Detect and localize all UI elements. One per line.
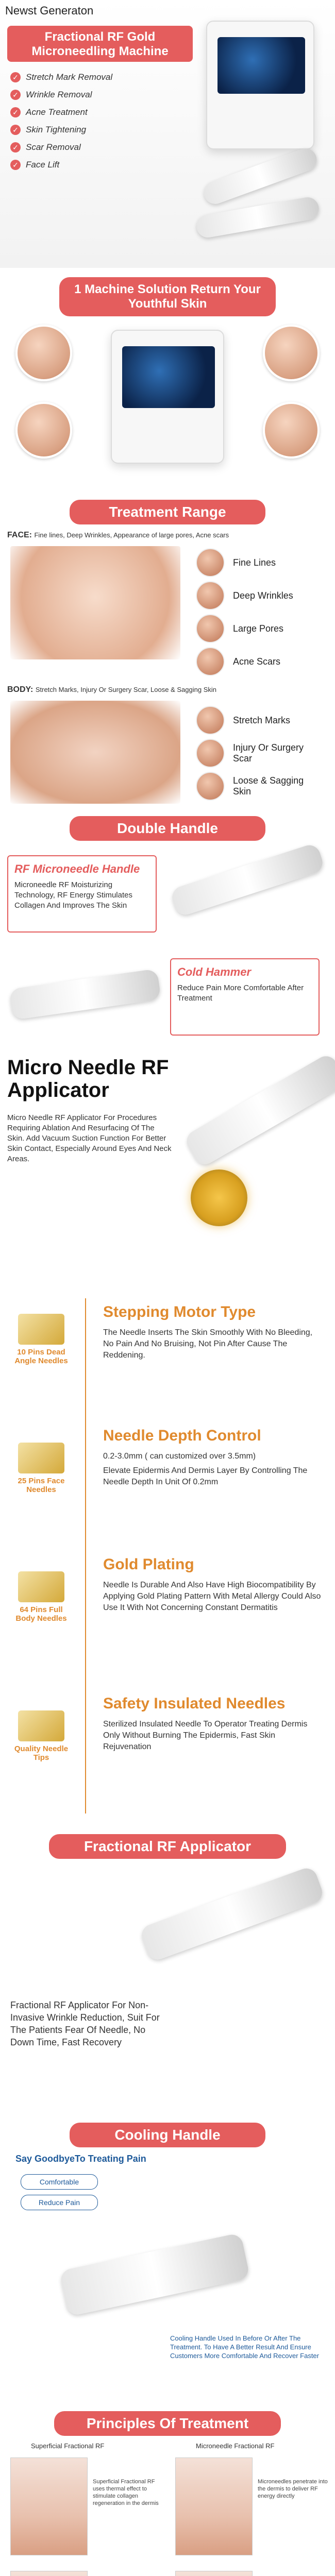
treatment-range-section bbox=[0, 495, 335, 809]
check-icon: ✓ bbox=[10, 160, 21, 170]
range-item bbox=[196, 706, 290, 735]
principles-banner: Principles Of Treatment bbox=[54, 2411, 281, 2436]
cold-hammer-image bbox=[9, 969, 161, 1020]
feature-content bbox=[103, 1303, 325, 1364]
applicator-section bbox=[0, 1829, 335, 2117]
rf-handle-title: RF Microneedle Handle bbox=[14, 862, 140, 875]
feature-caption: 10 Pins Dead Angle Needles bbox=[14, 1348, 68, 1365]
skin-layer-diagram bbox=[10, 2571, 88, 2576]
needle-25pin-image bbox=[18, 1443, 64, 1473]
skin-layer-diagram bbox=[175, 2458, 253, 2555]
hero-feature-list bbox=[10, 72, 112, 177]
cooling-handle-image bbox=[59, 2233, 250, 2317]
skin-layer-diagram bbox=[175, 2571, 253, 2576]
feature-bullet: The Needle Inserts The Skin Smoothly With No Bleeding, No Pain And No Bruising, Not Pin After Cause The Reddening. bbox=[103, 1328, 313, 1360]
range-item bbox=[196, 739, 310, 768]
feature-media bbox=[10, 1571, 72, 1623]
range-item-label: Loose & Sagging Skin bbox=[233, 775, 304, 796]
feature-bullet: Sterilized Insulated Needle To Operator Treating Dermis Only Without Burning The Epidermis, Fast Skin Rejuvenation bbox=[103, 1720, 308, 1751]
range-item-label: Stretch Marks bbox=[233, 715, 291, 725]
feature-label: Skin Tightening bbox=[26, 125, 87, 134]
rf-handle-image bbox=[170, 842, 326, 918]
feature-block-depth bbox=[0, 1422, 335, 1546]
applicator-banner: Fractional RF Applicator bbox=[49, 1834, 286, 1859]
solution-banner: 1 Machine Solution Return Your Youthful Skin bbox=[59, 277, 276, 316]
feature-bullet: Elevate Epidermis And Dermis Layer By Controlling The Needle Depth In Unit Of 0.2mm bbox=[103, 1466, 308, 1486]
principle-note: Microneedles penetrate into the dermis to deliver RF energy directly bbox=[258, 2479, 328, 2499]
features-section bbox=[0, 1288, 335, 1829]
feature-label: Acne Treatment bbox=[26, 107, 88, 117]
feature-label: Wrinkle Removal bbox=[26, 90, 92, 99]
cold-hammer-text: Reduce Pain More Comfortable After Treatment bbox=[177, 984, 304, 1003]
feature-block-safety bbox=[0, 1690, 335, 1824]
feature-content bbox=[103, 1695, 325, 1756]
range-item-label: Acne Scars bbox=[233, 656, 281, 667]
range-item bbox=[196, 647, 280, 676]
feature-title: Gold Plating bbox=[103, 1556, 194, 1573]
reduce-pain-chip: Reduce Pain bbox=[21, 2195, 98, 2210]
feature-title: Needle Depth Control bbox=[103, 1427, 261, 1444]
skin-thumb bbox=[196, 614, 225, 643]
micro-needle-handle-image bbox=[183, 1052, 335, 1168]
feature-caption: 25 Pins Face Needles bbox=[18, 1477, 65, 1494]
feature-block-motor bbox=[0, 1293, 335, 1417]
range-item bbox=[196, 614, 283, 643]
double-handle-section bbox=[0, 809, 335, 1051]
body-image bbox=[10, 701, 180, 804]
comfortable-chip: Comfortable bbox=[21, 2174, 98, 2190]
feature-title: Safety Insulated Needles bbox=[103, 1695, 286, 1712]
skin-thumb bbox=[196, 739, 225, 768]
double-handle-banner: Double Handle bbox=[70, 816, 265, 841]
left-column-head: Superficial Fractional RF bbox=[31, 2442, 105, 2450]
feature-title: Stepping Motor Type bbox=[103, 1303, 256, 1320]
principle-note: Superficial Fractional RF uses thermal effect to stimulate collagen regeneration in the dermis bbox=[93, 2479, 159, 2506]
skin-thumb bbox=[196, 548, 225, 577]
feature-item bbox=[10, 72, 112, 82]
feature-label: Stretch Mark Removal bbox=[26, 72, 113, 82]
needle-tip-image bbox=[18, 1710, 64, 1741]
solution-section bbox=[0, 268, 335, 495]
treatment-range-banner: Treatment Range bbox=[70, 500, 265, 524]
check-icon: ✓ bbox=[10, 90, 21, 100]
face-text: Fine lines, Deep Wrinkles, Appearance of large pores, Acne scars bbox=[34, 531, 229, 539]
skin-thumb bbox=[196, 706, 225, 735]
feature-label: Face Lift bbox=[26, 160, 60, 170]
feature-item bbox=[10, 125, 112, 135]
body-label: BODY: bbox=[7, 685, 34, 694]
cold-hammer-title: Cold Hammer bbox=[177, 965, 252, 978]
micro-needle-title: Micro Needle RF Applicator bbox=[7, 1056, 169, 1101]
rf-handle-text: Microneedle RF Moisturizing Technology, RF Energy Stimulates Collagen And Improves The Skin bbox=[14, 880, 132, 910]
feature-content bbox=[103, 1556, 325, 1617]
feature-caption: Quality Needle Tips bbox=[14, 1744, 69, 1762]
body-text: Stretch Marks, Injury Or Surgery Scar, Loose & Sagging Skin bbox=[35, 686, 216, 693]
range-item-label: Deep Wrinkles bbox=[233, 590, 293, 601]
feature-caption: 64 Pins Full Body Needles bbox=[15, 1605, 67, 1623]
rf-handle-box bbox=[7, 855, 157, 933]
machine-image bbox=[111, 330, 224, 464]
skin-photo bbox=[15, 402, 72, 459]
range-item-label: Injury Or Surgery Scar bbox=[233, 742, 304, 764]
feature-bullet: Needle Is Durable And Also Have High Biocompatibility By Applying Gold Plating Pattern With Metal Allergy Could Also Use It With Not Concerning Constant Dermatitis bbox=[103, 1581, 321, 1612]
check-icon: ✓ bbox=[10, 125, 21, 135]
micro-needle-section bbox=[0, 1051, 335, 1288]
body-line bbox=[7, 685, 327, 694]
check-icon: ✓ bbox=[10, 142, 21, 152]
feature-bullet: 0.2-3.0mm ( can customized over 3.5mm) bbox=[103, 1452, 256, 1461]
cooling-banner: Cooling Handle bbox=[70, 2123, 265, 2147]
skin-photo bbox=[263, 402, 320, 459]
face-image bbox=[10, 546, 180, 659]
machine-screen bbox=[217, 37, 305, 94]
right-column-head: Microneedle Fractional RF bbox=[196, 2442, 275, 2450]
range-item bbox=[196, 548, 276, 577]
cooling-note: Cooling Handle Used In Before Or After The Treatment. To Have A Better Result And Ensure Customers More Comfortable And Recover Faster bbox=[170, 2334, 319, 2360]
feature-block-gold bbox=[0, 1551, 335, 1685]
hero-title: Fractional RF Gold Microneedling Machine bbox=[7, 26, 193, 62]
applicator-text: Fractional RF Applicator For Non-Invasive Wrinkle Reduction, Suit For The Patients Fear Of Needle, No Down Time, Fast Recovery bbox=[10, 2000, 160, 2047]
skin-thumb bbox=[196, 647, 225, 676]
feature-media bbox=[10, 1443, 72, 1494]
skin-layer-diagram bbox=[10, 2458, 88, 2555]
cooling-say: Say GoodbyeTo Treating Pain bbox=[15, 2154, 146, 2164]
check-icon: ✓ bbox=[10, 72, 21, 82]
feature-content bbox=[103, 1427, 325, 1491]
skin-photo bbox=[263, 325, 320, 381]
needle-10pin-image bbox=[18, 1314, 64, 1345]
face-line bbox=[7, 531, 327, 540]
generation-tag: Newst Generaton bbox=[5, 4, 94, 17]
feature-item bbox=[10, 107, 112, 117]
skin-thumb bbox=[196, 772, 225, 801]
range-item bbox=[196, 581, 293, 610]
feature-item bbox=[10, 142, 112, 152]
face-label: FACE: bbox=[7, 531, 32, 539]
skin-thumb bbox=[196, 581, 225, 610]
range-item-label: Large Pores bbox=[233, 623, 284, 634]
check-icon: ✓ bbox=[10, 107, 21, 117]
principles-section bbox=[0, 2406, 335, 2576]
range-item bbox=[196, 772, 310, 801]
needle-tip-image bbox=[191, 1170, 247, 1226]
skin-photo bbox=[15, 325, 72, 381]
machine-image bbox=[206, 21, 314, 149]
feature-media bbox=[10, 1710, 72, 1762]
fractional-applicator-image bbox=[139, 1866, 325, 1963]
hero-section bbox=[0, 0, 335, 268]
feature-label: Scar Removal bbox=[26, 142, 81, 152]
micro-needle-text: Micro Needle RF Applicator For Procedures Requiring Ablation And Resurfacing Of The Skin. Add Vacuum Suction Function For Better Skin Contact, Especially Around Eyes And Neck Areas. bbox=[7, 1113, 172, 1163]
machine-screen bbox=[122, 346, 215, 408]
feature-item bbox=[10, 90, 112, 100]
feature-media bbox=[10, 1314, 72, 1365]
feature-item bbox=[10, 160, 112, 170]
cooling-section bbox=[0, 2117, 335, 2406]
cold-hammer-box bbox=[170, 958, 320, 1036]
range-item-label: Fine Lines bbox=[233, 557, 276, 568]
needle-64pin-image bbox=[18, 1571, 64, 1602]
